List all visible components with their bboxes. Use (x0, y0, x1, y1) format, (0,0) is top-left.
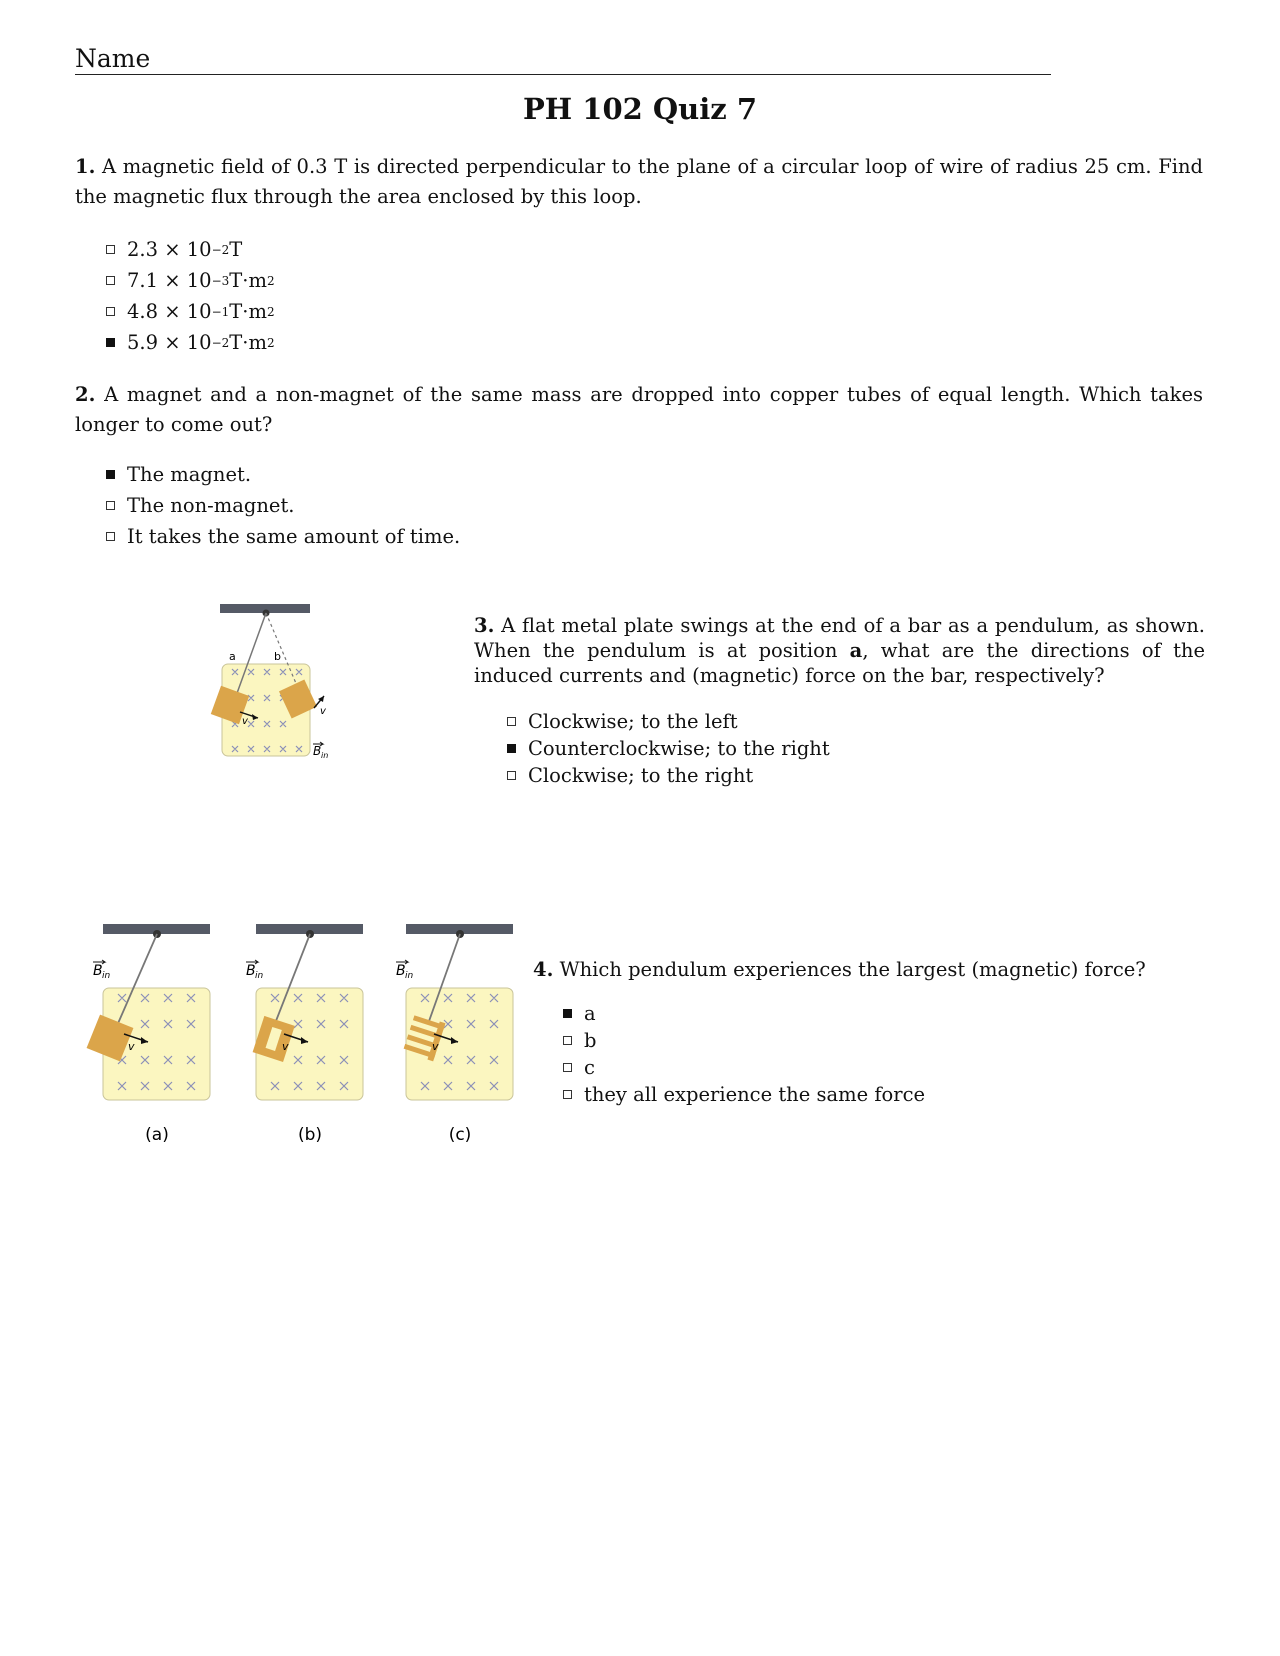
question-1 (75, 152, 1203, 212)
q2-option-1[interactable] (106, 459, 460, 490)
q4-b-velocity-label: v (282, 1040, 289, 1053)
q4-option-3[interactable] (563, 1054, 925, 1081)
question-2 (75, 380, 1203, 440)
q1-option-1-mantissa: 2.3 × 10 (127, 238, 212, 261)
q4-a-velocity-label: v (128, 1040, 135, 1053)
question-3-options (507, 708, 830, 789)
q4-option-4-checkbox[interactable] (563, 1090, 572, 1099)
q3-option-3-checkbox[interactable] (507, 771, 516, 780)
q3-position-b-label: b (274, 650, 281, 663)
question-3 (474, 613, 1205, 688)
q4-c-field-symbol: B (396, 963, 406, 979)
q4-pendulum-c (396, 924, 513, 1145)
question-3-text-bold: a (849, 639, 863, 662)
question-2-options (106, 459, 460, 552)
q1-option-3-unit: T·m (229, 300, 267, 323)
q4-c-field-label (396, 960, 414, 981)
q3-position-a-label: a (229, 650, 236, 663)
question-1-number: 1. (75, 155, 96, 178)
q4-option-3-label: c (584, 1056, 595, 1079)
q4-option-1-label: a (584, 1002, 596, 1025)
name-label: Name (75, 44, 151, 73)
q1-option-1-checkbox[interactable] (106, 245, 115, 254)
q1-option-4-checkbox[interactable] (106, 338, 115, 347)
q4-option-4-label: they all experience the same force (584, 1083, 926, 1106)
q3-option-3[interactable] (507, 762, 830, 789)
q1-option-2-unit: T·m (229, 269, 267, 292)
q3-velocity-b-label: v (320, 706, 326, 717)
q4-a-field-subscript: in (102, 971, 111, 981)
q1-option-2-checkbox[interactable] (106, 276, 115, 285)
q1-option-1-unit: T (229, 238, 243, 261)
q3-velocity-a-label: v (242, 716, 248, 727)
q3-option-2-checkbox[interactable] (507, 744, 516, 753)
question-3-text-after: , what are the directions of the induced currents and (magnetic) force on the bar, respectively? (474, 639, 1205, 687)
question-1-text: A magnetic field of 0.3 T is directed perpendicular to the plane of a circular loop of wire of radius 25 cm. Find the magnetic flux through the area enclosed by this loop. (75, 155, 1203, 208)
q4-option-2[interactable] (563, 1027, 925, 1054)
q3-pendulum-figure (210, 596, 350, 766)
question-4 (533, 955, 1213, 985)
q3-option-1[interactable] (507, 708, 830, 735)
q4-option-4[interactable] (563, 1081, 925, 1108)
q4-c-caption: (c) (448, 1125, 472, 1145)
q3-field-symbol: B (313, 744, 322, 758)
q4-pendulum-b (246, 924, 363, 1145)
q4-option-1-checkbox[interactable] (563, 1009, 572, 1018)
q1-option-1[interactable]: 2.3 × 10 −2 T (106, 234, 275, 265)
q3-option-1-checkbox[interactable] (507, 717, 516, 726)
q3-option-1-label: Clockwise; to the left (528, 710, 738, 733)
q3-option-3-label: Clockwise; to the right (528, 764, 754, 787)
question-1-options (106, 234, 275, 358)
q2-option-3[interactable] (106, 521, 460, 552)
q4-b-field-subscript: in (255, 971, 264, 981)
q1-option-2-mantissa: 7.1 × 10 (127, 269, 212, 292)
q1-option-2[interactable]: 7.1 × 10 −3 T·m 2 (106, 265, 275, 296)
q4-a-field-label (93, 960, 111, 981)
q4-a-field-symbol: B (93, 963, 103, 979)
q3-field-subscript: in (321, 751, 329, 760)
q4-option-3-checkbox[interactable] (563, 1063, 572, 1072)
q4-c-velocity-label: v (432, 1040, 439, 1053)
question-3-text-before: A flat metal plate swings at the end of a bar as a pendulum, as shown. When the pendulum is at position (474, 614, 1205, 662)
q4-a-caption: (a) (145, 1125, 169, 1145)
q4-pendulums-figure (86, 916, 526, 1146)
q1-option-4-mantissa: 5.9 × 10 (127, 331, 212, 354)
q2-option-1-label: The magnet. (127, 463, 252, 486)
q4-c-field-subscript: in (405, 971, 414, 981)
page-title: PH 102 Quiz 7 (522, 92, 758, 126)
q4-b-field-label (246, 960, 264, 981)
q1-option-3-mantissa: 4.8 × 10 (127, 300, 212, 323)
q3-option-2-label: Counterclockwise; to the right (528, 737, 830, 760)
q1-option-4-unit: T·m (229, 331, 267, 354)
q2-option-2-label: The non-magnet. (127, 494, 295, 517)
question-3-number: 3. (474, 614, 495, 637)
q4-option-1[interactable] (563, 1000, 925, 1027)
name-line[interactable] (75, 74, 1051, 75)
question-4-number: 4. (533, 958, 554, 981)
question-4-options (563, 1000, 925, 1108)
q4-b-field-symbol: B (246, 963, 256, 979)
q1-option-3-checkbox[interactable] (106, 307, 115, 316)
q2-option-1-checkbox[interactable] (106, 470, 115, 479)
q3-option-2[interactable] (507, 735, 830, 762)
question-2-text: A magnet and a non-magnet of the same mass are dropped into copper tubes of equal length. Which takes longer to come out? (75, 383, 1203, 436)
q4-option-2-label: b (584, 1029, 597, 1052)
q2-option-2[interactable] (106, 490, 460, 521)
q2-option-3-label: It takes the same amount of time. (127, 525, 461, 548)
q1-option-3[interactable]: 4.8 × 10 −1 T·m 2 (106, 296, 275, 327)
question-2-number: 2. (75, 383, 96, 406)
q1-option-4[interactable]: 5.9 × 10 −2 T·m 2 (106, 327, 275, 358)
q2-option-3-checkbox[interactable] (106, 532, 115, 541)
q4-b-caption: (b) (297, 1125, 323, 1145)
question-4-text: Which pendulum experiences the largest (magnetic) force? (559, 958, 1146, 981)
q2-option-2-checkbox[interactable] (106, 501, 115, 510)
q4-pendulum-a (87, 924, 210, 1145)
q4-option-2-checkbox[interactable] (563, 1036, 572, 1045)
q3-field-label (313, 742, 328, 760)
